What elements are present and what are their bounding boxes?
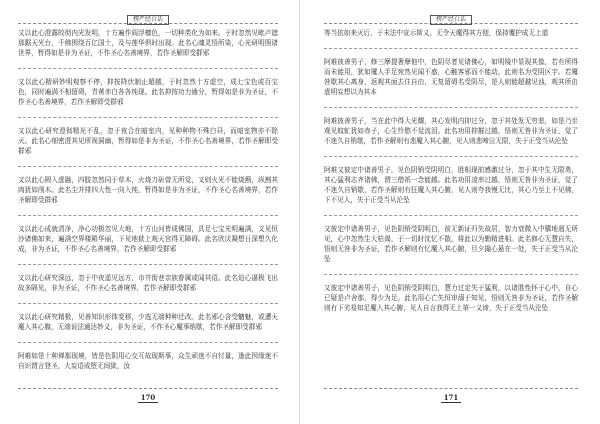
- right-page-number: [324, 393, 578, 402]
- right-page: [300, 0, 600, 424]
- left-running-header: [18, 6, 278, 23]
- right-paragraph: 又彼定中诸善男子，见色阴销受阴明白，慧力过定失于猛利，以诸胜性怀于心中，自心已疑是卢舍那，得少为足。此名用心亡失恒审溺于知见，悟则无咎非为圣证，若作圣解则有下劣易知足魔入其心腑，见人自言我得无上第一义谛，失于正受当从沦坠: [324, 284, 578, 312]
- section-divider: [18, 342, 278, 343]
- left-page-content: [18, 28, 278, 384]
- section-divider: [18, 166, 278, 167]
- right-page-content: [324, 28, 578, 384]
- left-paragraph: 又以此心精研妙明观察不停，抑按降伏制止超越，于时忽然十方虚空，成七宝色或百宝色，同时遍满不相留碍，青黄赤白各各纯现。此名抑按功力逾分，暂得如是非为圣证，不作圣心名善境界，若作圣解即受群邪: [18, 78, 278, 106]
- section-divider: [18, 215, 278, 216]
- right-paragraph: 阿难彼善男子，修三摩提奢摩他中，色阴尽者见诸佛心，如明镜中显现其像，若有所得而未能用，犹如魇人手足宛然见闻不惑，心触客邪而不能动，此则名为受阴区宇。若魇咎歇其心离身，返观其面去住自由，无复留碍名受阴尽，是人则能超越见浊，观其所由虚明妄想以为其本: [324, 58, 578, 96]
- left-paragraph: 又以此心澄露皎彻内光发明，十方遍作阎浮檀色，一切种类化为如来。于时忽然见毗卢遮那踞天光台，千佛围绕百亿国土，及与莲华俱时出现。此名心魂灵悟所染，心光研明照诸世界，暂得如是非为圣证，不作圣心名善境界，若作圣解即受群邪: [18, 29, 278, 57]
- left-paragraph: 又以此心圆入虚融，四肢忽然同于草木，火烧刀斫曾无所觉，又则火光不能烧爇，纵割其肉犹如削木。此名尘并排四大性一向入纯，暂得如是非为圣证，不作圣心名善境界，若作圣解即受群邪: [18, 176, 278, 204]
- left-header-label: 楞严经白话: [127, 15, 169, 25]
- left-footer-rule: [18, 388, 278, 389]
- section-divider: [324, 107, 578, 108]
- left-page-number-text: 170: [138, 393, 159, 403]
- section-divider: [324, 156, 578, 157]
- right-paragraph: 阿难彼善男子，当在此中得大光耀，其心发明内抑过分，忽于其处发无穷悲，如是乃至观见蚊虻犹如赤子，心生怜愍不觉流泪。此名功用抑摧过越，悟则无咎非为圣证，觉了不迷久自销歇，若作圣解则有悲魔入其心腑，见人则悲啼泣无限，失于正受当从沦坠: [324, 117, 578, 145]
- left-paragraph: 又以此心研究澄彻精光不乱，忽于夜合在暗室内，见种种物不殊白昼，而暗室物亦不除灭。此名心细密澄其见所视洞幽，暂得如是非为圣证，不作圣心名善境界，若作圣解即受群邪: [18, 127, 278, 155]
- right-header-label: 楞严经白话: [430, 15, 472, 25]
- right-footer-rule: [324, 388, 578, 389]
- left-paragraph: 又以此心研究精极，见善知识形体变移，少选无端种种迁改。此名邪心含受魑魅，或遭天魔入其心腹，无端说法通达妙义，非为圣证，不作圣心魔事销歇，若作圣解即受群邪: [18, 313, 278, 331]
- right-paragraph: 又彼定中诸善男子，见色阴销受阴明白，前无新证归失故居，智力衰微入中隳地迥无所见，心中忽然生大枯渴，于一切时沈忆不散，将此以为勤精进相。此名修心无慧自失，悟则无咎非为圣证，若作圣解则有忆魔入其心腑，旦夕撮心悬在一处，失于正受当从沦坠: [324, 225, 578, 263]
- right-page-number-text: 171: [441, 393, 462, 403]
- section-divider: [18, 303, 278, 304]
- section-divider: [18, 117, 278, 118]
- left-paragraph: 阿难如是十种禅那现境，皆是色阴用心交互故现斯事，众生顽迷不自忖量，逢此因缘迷不自识谓言登圣，大妄语成堕无间狱，汝: [18, 352, 278, 370]
- left-page-number: [18, 393, 278, 402]
- section-divider: [18, 264, 278, 265]
- section-divider: [324, 274, 578, 275]
- right-running-header: [324, 6, 578, 23]
- section-divider: [324, 215, 578, 216]
- left-paragraph: 又以此心成就清净，净心功极忽见大地，十方山河皆成佛国，具足七宝光明遍满，又见恒沙诸佛如来，遍满空界楼殿华丽，下见地狱上观天宫得无障碍。此名欣厌凝想日深想久化成，非为圣证，不作圣心名善境界，若作圣解即受群邪: [18, 225, 278, 253]
- right-paragraph: 等当依如来灭后，于末法中宣示斯义，无令天魔得其方便，保持覆护成无上道: [324, 29, 549, 37]
- right-paragraph: 阿难又彼定中诸善男子，见色阴销受阴明白，胜相现前感激过分，忽于其中生无限勇，其心猛利志齐诸佛，谓三僧祇一念能越。此名功用凌率过越，悟则无咎非为圣证，觉了不迷久自销歇，若作圣解则有狂魔入其心腑，见人则夸我慢无比，其心乃至上不见佛，下不见人，失于正受当从沦坠: [324, 166, 578, 204]
- section-divider: [324, 48, 578, 49]
- section-divider: [18, 68, 278, 69]
- left-paragraph: 又以此心研究深远，忽于中夜遥见远方，市井街巷亲族眷属或闻其语。此名迫心逼极飞出故多隔见，非为圣证，不作圣心名善境界，若作圣解即受群邪: [18, 274, 278, 292]
